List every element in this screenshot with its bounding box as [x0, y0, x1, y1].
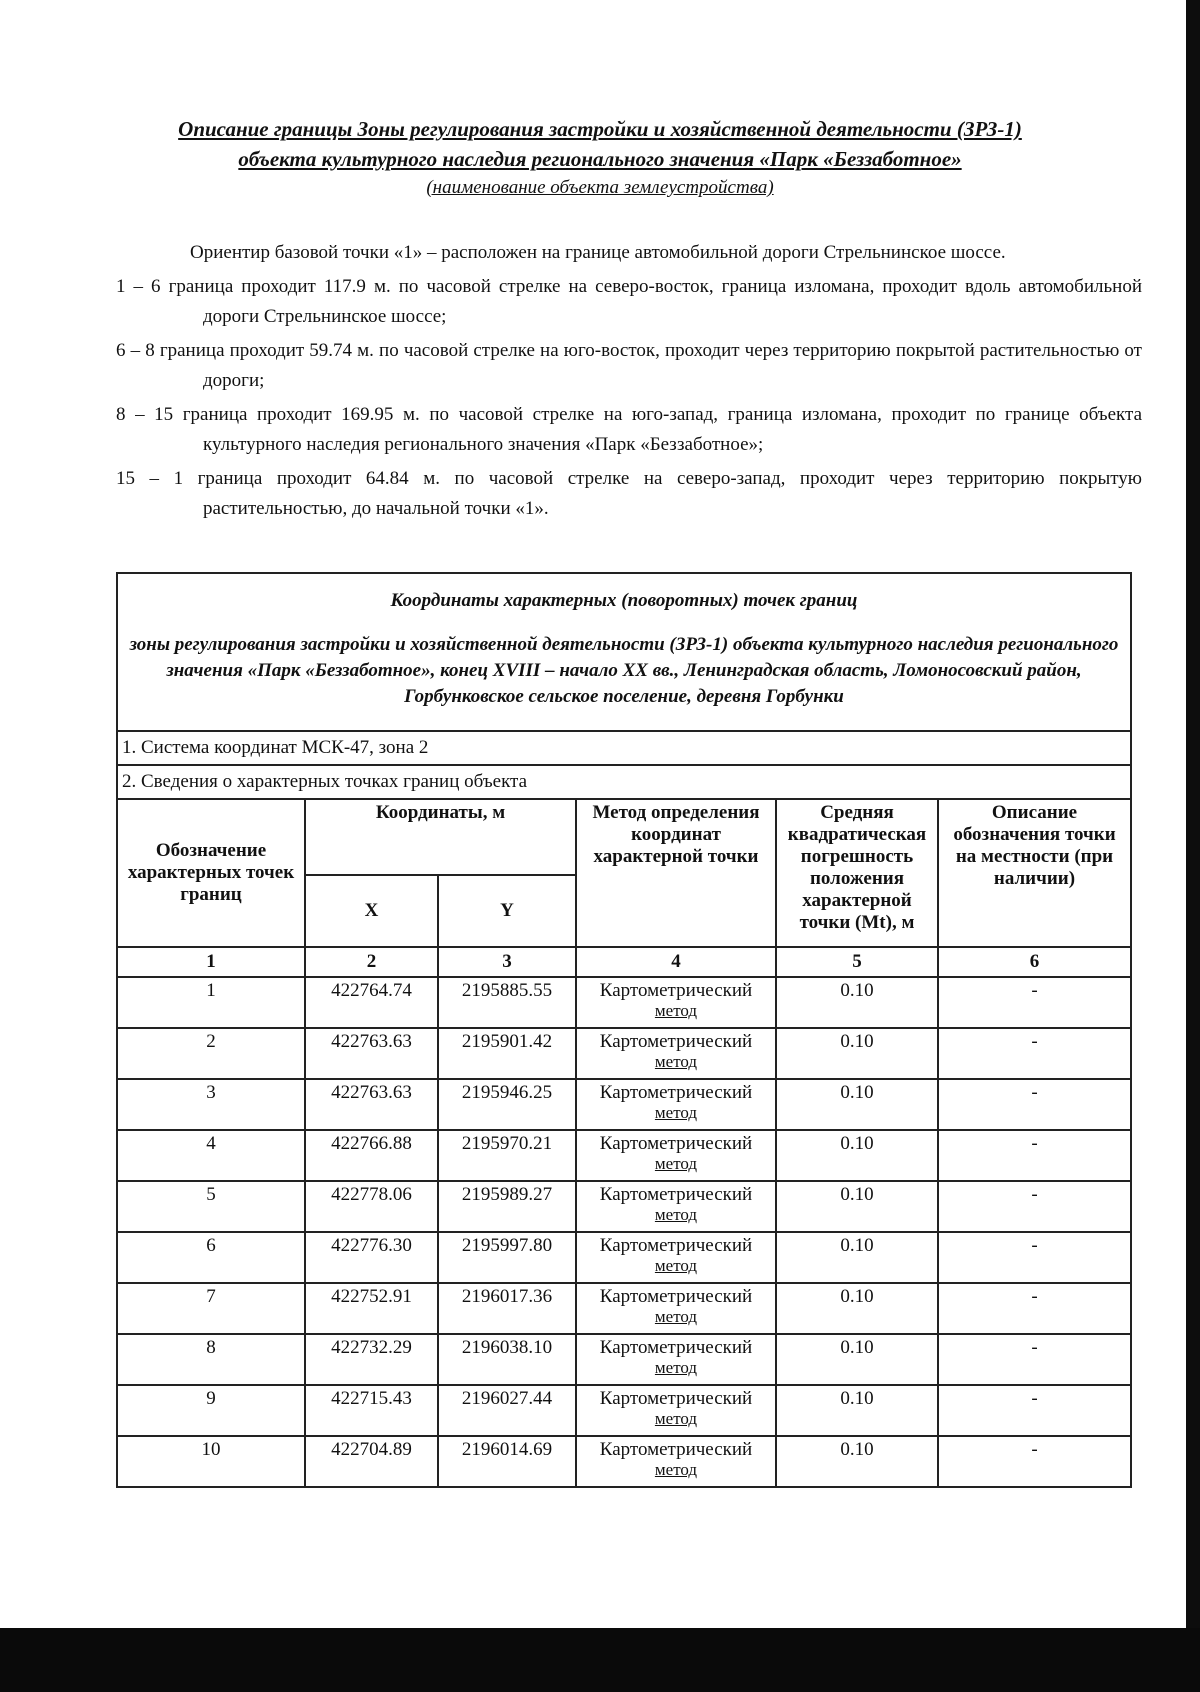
point-description: -: [938, 1079, 1130, 1130]
method-line-2: метод: [654, 1358, 698, 1377]
document-header: [0, 114, 1200, 202]
coord-x: 422752.91: [305, 1283, 438, 1334]
point-number: 8: [118, 1334, 305, 1385]
method-cell: [576, 1385, 776, 1436]
method-line-1: Картометрический: [599, 1184, 753, 1205]
boundary-segment: 15 – 1 граница проходит 64.84 м. по часовой стрелке на северо-запад, проходит через территорию покрытую растительностью, до начальной точки «1».: [116, 468, 1142, 519]
point-description: -: [938, 1028, 1130, 1079]
method-line-1: Картометрический: [599, 1439, 753, 1460]
scan-right-edge: [1186, 0, 1200, 1692]
error-value: 0.10: [776, 1232, 938, 1283]
boundary-segment: 6 – 8 граница проходит 59.74 м. по часовой стрелке на юго-восток, проходит через территорию покрытой растительностью от дороги;: [116, 340, 1142, 391]
point-description: -: [938, 1334, 1130, 1385]
point-number: 10: [118, 1436, 305, 1486]
coordinates-block: [116, 572, 1132, 1488]
table-row: [118, 1130, 1130, 1181]
method-cell: [576, 1130, 776, 1181]
point-number: 6: [118, 1232, 305, 1283]
coord-x: 422715.43: [305, 1385, 438, 1436]
method-cell: [576, 977, 776, 1028]
method-cell: [576, 1028, 776, 1079]
error-value: 0.10: [776, 1079, 938, 1130]
method-cell: [576, 1232, 776, 1283]
method-cell: [576, 1181, 776, 1232]
coord-x: 422763.63: [305, 1079, 438, 1130]
header-y: Y: [438, 875, 576, 947]
point-number: 1: [118, 977, 305, 1028]
coord-y: 2195946.25: [438, 1079, 576, 1130]
point-number: 5: [118, 1181, 305, 1232]
method-line-2: метод: [654, 1001, 698, 1020]
point-description: -: [938, 1283, 1130, 1334]
point-number: 3: [118, 1079, 305, 1130]
coord-x: 422778.06: [305, 1181, 438, 1232]
title-line-1: Описание границы Зоны регулирования застройки и хозяйственной деятельности (ЗРЗ-1): [178, 117, 1022, 141]
coord-y: 2195970.21: [438, 1130, 576, 1181]
coord-x: 422704.89: [305, 1436, 438, 1486]
method-line-1: Картометрический: [599, 1133, 753, 1154]
header-point-designation: Обозначение характерных точек границ: [118, 800, 305, 947]
column-number: 3: [438, 947, 576, 977]
header-coordinates: Координаты, м: [305, 800, 576, 875]
method-line-1: Картометрический: [599, 1235, 753, 1256]
coord-x: 422763.63: [305, 1028, 438, 1079]
method-line-1: Картометрический: [599, 1388, 753, 1409]
method-line-2: метод: [654, 1307, 698, 1326]
method-line-2: метод: [654, 1409, 698, 1428]
table-row: [118, 1181, 1130, 1232]
error-value: 0.10: [776, 977, 938, 1028]
method-line-1: Картометрический: [599, 1082, 753, 1103]
error-value: 0.10: [776, 1130, 938, 1181]
coord-y: 2195901.42: [438, 1028, 576, 1079]
coord-y: 2196017.36: [438, 1283, 576, 1334]
method-line-2: метод: [654, 1205, 698, 1224]
point-description: -: [938, 1385, 1130, 1436]
error-value: 0.10: [776, 1385, 938, 1436]
error-value: 0.10: [776, 1283, 938, 1334]
point-description: -: [938, 1232, 1130, 1283]
coordinates-table: [118, 800, 1130, 1486]
method-line-2: метод: [654, 1052, 698, 1071]
point-description: -: [938, 1181, 1130, 1232]
header-error: Средняя квадратическая погрешность положения характерной точки (Mt), м: [776, 800, 938, 947]
points-caption-row: 2. Сведения о характерных точках границ объекта: [118, 766, 1130, 800]
column-number: 6: [938, 947, 1130, 977]
coord-x: 422766.88: [305, 1130, 438, 1181]
coord-y: 2196038.10: [438, 1334, 576, 1385]
method-cell: [576, 1334, 776, 1385]
header-x: X: [305, 875, 438, 947]
column-number: 2: [305, 947, 438, 977]
coord-y: 2196014.69: [438, 1436, 576, 1486]
table-row: [118, 1028, 1130, 1079]
base-point-paragraph: Ориентир базовой точки «1» – расположен на границе автомобильной дороги Стрельнинское шоссе.: [190, 242, 1006, 263]
point-number: 7: [118, 1283, 305, 1334]
column-number: 1: [118, 947, 305, 977]
table-row: [118, 1385, 1130, 1436]
table-row: [118, 1436, 1130, 1486]
title-subtitle: (наименование объекта землеустройства): [426, 177, 774, 198]
boundary-segment: 1 – 6 граница проходит 117.9 м. по часовой стрелке на северо-восток, граница изломана, проходит вдоль автомобильной дороги Стрельнинское шоссе;: [116, 276, 1142, 327]
table-row: [118, 1334, 1130, 1385]
scan-bottom-band: [0, 1628, 1200, 1692]
boundary-segment: 8 – 15 граница проходит 169.95 м. по часовой стрелке на юго-запад, граница изломана, проходит по границе объекта культурного наследия регионального значения «Парк «Беззаботное»;: [116, 404, 1142, 455]
coord-x: 422764.74: [305, 977, 438, 1028]
method-cell: [576, 1436, 776, 1486]
coord-x: 422776.30: [305, 1232, 438, 1283]
coord-y: 2195989.27: [438, 1181, 576, 1232]
table-row: [118, 1283, 1130, 1334]
coordinates-title: [118, 574, 1130, 732]
error-value: 0.10: [776, 1436, 938, 1486]
point-description: -: [938, 977, 1130, 1028]
coord-y: 2195997.80: [438, 1232, 576, 1283]
coordinates-title-line-1: Координаты характерных (поворотных) точек границ: [390, 590, 858, 611]
method-line-1: Картометрический: [599, 1337, 753, 1358]
error-value: 0.10: [776, 1028, 938, 1079]
coord-y: 2196027.44: [438, 1385, 576, 1436]
method-line-2: метод: [654, 1460, 698, 1479]
error-value: 0.10: [776, 1334, 938, 1385]
method-line-1: Картометрический: [599, 1031, 753, 1052]
method-line-1: Картометрический: [599, 1286, 753, 1307]
method-cell: [576, 1079, 776, 1130]
column-number: 4: [576, 947, 776, 977]
point-description: -: [938, 1130, 1130, 1181]
coordinates-title-line-2: зоны регулирования застройки и хозяйственной деятельности (ЗРЗ-1) объекта культурного наследия регионального значения «Парк «Беззаботное», конец XVIII – начало XX вв., Ленинградская область, Ломоносовский район, Горбунковское сельское поселение, деревня Горбунки: [129, 634, 1119, 707]
method-cell: [576, 1283, 776, 1334]
point-description: -: [938, 1436, 1130, 1486]
method-line-2: метод: [654, 1103, 698, 1122]
method-line-2: метод: [654, 1256, 698, 1275]
header-method: Метод определения координат характерной точки: [576, 800, 776, 947]
method-line-2: метод: [654, 1154, 698, 1173]
coordinate-system-row: 1. Система координат МСК-47, зона 2: [118, 732, 1130, 766]
table-row: [118, 1079, 1130, 1130]
coord-x: 422732.29: [305, 1334, 438, 1385]
table-row: [118, 1232, 1130, 1283]
column-number: 5: [776, 947, 938, 977]
title-line-2: объекта культурного наследия регионального значения «Парк «Беззаботное»: [238, 147, 962, 171]
column-number-row: [118, 947, 1130, 977]
header-description: Описание обозначения точки на местности (при наличии): [938, 800, 1130, 947]
method-line-1: Картометрический: [599, 980, 753, 1001]
table-row: [118, 977, 1130, 1028]
boundary-description: [116, 238, 1142, 528]
error-value: 0.10: [776, 1181, 938, 1232]
point-number: 4: [118, 1130, 305, 1181]
coord-y: 2195885.55: [438, 977, 576, 1028]
point-number: 9: [118, 1385, 305, 1436]
point-number: 2: [118, 1028, 305, 1079]
